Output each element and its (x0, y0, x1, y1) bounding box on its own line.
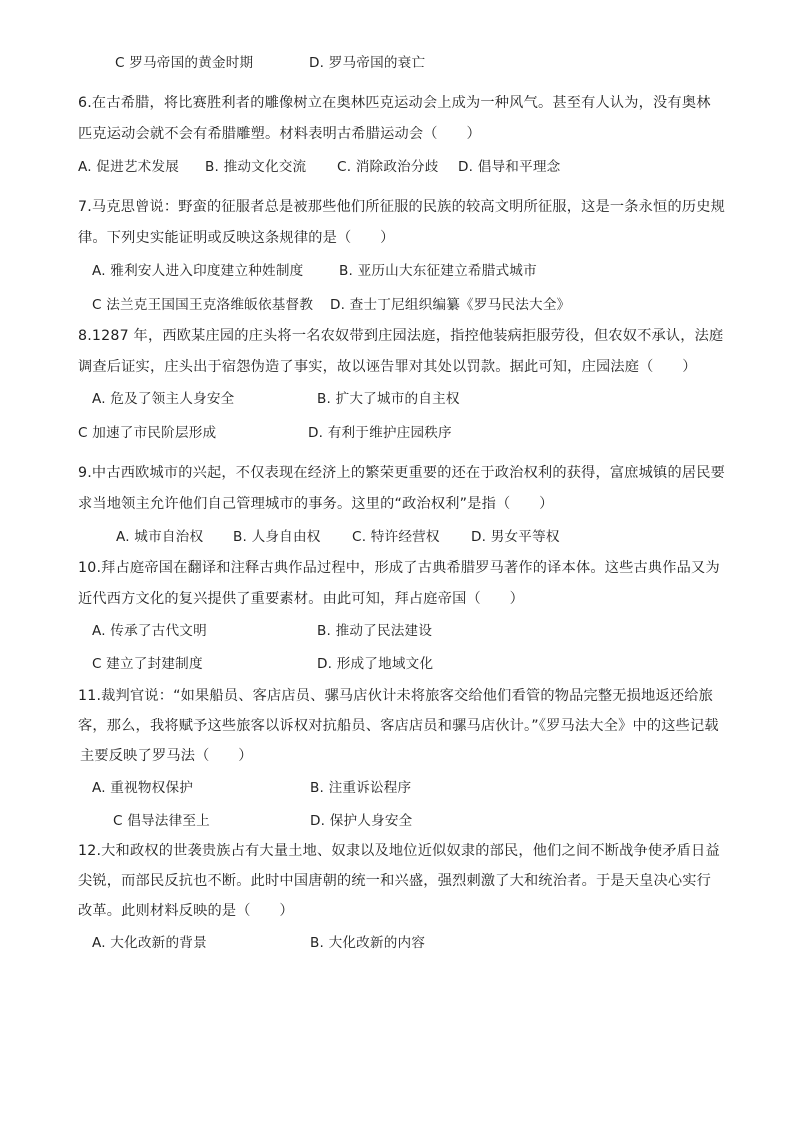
option-a: A. 雅利安人进入印度建立种姓制度 (92, 263, 304, 279)
question-9-stem: 9.中古西欧城市的兴起，不仅表现在经济上的繁荣更重要的还在于政治权利的获得，富庶城镇的居民要 (78, 465, 725, 481)
question-6-stem: 6.在古希腊，将比赛胜利者的雕像树立在奥林匹克运动会上成为一种风气。甚至有人认为，没有奥林 (78, 95, 711, 111)
question-7-stem-cont: 律。下列史实能证明或反映这条规律的是（ ） (78, 230, 395, 246)
option-a: A. 促进艺术发展 (78, 159, 180, 175)
option-b: B. 亚历山大东征建立希腊式城市 (339, 263, 537, 279)
option-c: C 建立了封建制度 (92, 656, 203, 672)
question-11-stem-cont2: 主要反映了罗马法（ ） (80, 748, 253, 764)
question-8-stem-cont: 调查后证实，庄头出于宿怨伪造了事实，故以诬告罪对其处以罚款。据此可知，庄园法庭（ ） (78, 359, 697, 375)
option-a: A. 危及了领主人身安全 (92, 391, 235, 407)
option-d: D. 倡导和平理念 (458, 159, 561, 175)
question-8-stem: 8.1287 年，西欧某庄园的庄头将一名农奴带到庄园法庭，指控他装病拒服劳役，但农奴不承认，法庭 (78, 328, 724, 344)
option-d: D. 男女平等权 (471, 529, 560, 545)
option-a: A. 大化改新的背景 (92, 935, 207, 951)
option-c: C. 特许经营权 (352, 529, 440, 545)
option-c: C 法兰克王国国王克洛维皈依基督教 (92, 297, 314, 313)
option-a: A. 重视物权保护 (92, 780, 194, 796)
question-6-stem-cont: 匹克运动会就不会有希腊雕塑。材料表明古希腊运动会（ ） (78, 126, 481, 142)
option-b: B. 推动文化交流 (205, 159, 307, 175)
option-b: B. 扩大了城市的自主权 (317, 391, 460, 407)
question-11-stem: 11.裁判官说：“如果船员、客店店员、骡马店伙计未将旅客交给他们看管的物品完整无损地返还给旅 (78, 688, 713, 704)
option-c: C 加速了市民阶层形成 (78, 425, 217, 441)
question-10-stem-cont: 近代西方文化的复兴提供了重要素材。由此可知，拜占庭帝国（ ） (78, 591, 525, 607)
question-9-stem-cont: 求当地领主允许他们自己管理城市的事务。这里的“政治权利”是指（ ） (78, 496, 554, 512)
option-a: A. 传承了古代文明 (92, 623, 207, 639)
question-7-stem: 7.马克思曾说：野蛮的征服者总是被那些他们所征服的民族的较高文明所征服，这是一条永恒的历史规 (78, 199, 725, 215)
question-11-stem-cont: 客，那么，我将赋予这些旅客以诉权对抗船员、客店店员和骡马店伙计。”《罗马法大全》中的这些记载 (78, 718, 719, 734)
option-b: B. 人身自由权 (233, 529, 321, 545)
option-c: C 罗马帝国的黄金时期 (115, 55, 254, 71)
option-b: B. 注重诉讼程序 (310, 780, 412, 796)
option-b: B. 大化改新的内容 (310, 935, 426, 951)
question-12-stem: 12.大和政权的世袭贵族占有大量土地、奴隶以及地位近似奴隶的部民，他们之间不断战争使矛盾日益 (78, 843, 720, 859)
question-12-stem-cont: 尖锐，而部民反抗也不断。此时中国唐朝的统一和兴盛，强烈刺激了大和统治者。于是天皇决心实行 (78, 873, 712, 889)
option-d: D. 有利于维护庄园秩序 (308, 425, 452, 441)
option-a: A. 城市自治权 (116, 529, 204, 545)
question-12-stem-cont2: 改革。此则材料反映的是（ ） (78, 903, 294, 919)
option-d: D. 形成了地域文化 (317, 656, 434, 672)
option-c: C 倡导法律至上 (113, 813, 210, 829)
option-d: D. 罗马帝国的衰亡 (309, 55, 426, 71)
question-10-stem: 10.拜占庭帝国在翻译和注释古典作品过程中，形成了古典希腊罗马著作的译本体。这些古典作品又为 (78, 560, 720, 576)
option-d: D. 查士丁尼组织编纂《罗马民法大全》 (330, 297, 571, 313)
option-c: C. 消除政治分歧 (337, 159, 439, 175)
option-d: D. 保护人身安全 (310, 813, 413, 829)
option-b: B. 推动了民法建设 (317, 623, 433, 639)
